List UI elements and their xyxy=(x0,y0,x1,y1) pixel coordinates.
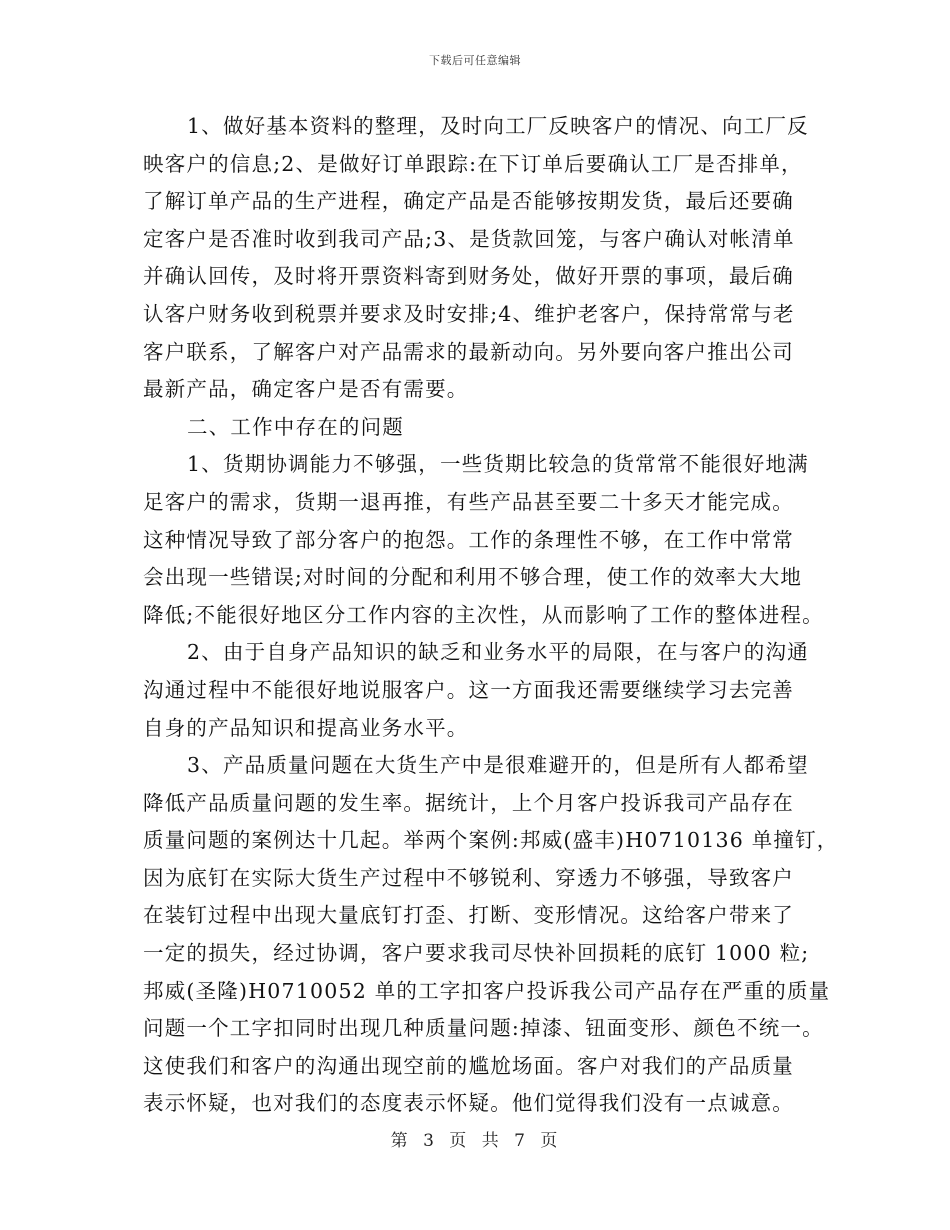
section-heading: 二、工作中存在的问题 xyxy=(187,414,404,439)
paragraph-line: 3、产品质量问题在大货生产中是很难避开的，但是所有人都希望 xyxy=(187,753,809,778)
paragraph-line: 因为底钉在实际大货生产过程中不够锐利、穿透力不够强，导致客户 xyxy=(143,865,794,890)
paragraph-line: 在装钉过程中出现大量底钉打歪、打断、变形情况。这给客户带来了 xyxy=(143,903,794,928)
paragraph-line: 1、货期协调能力不够强，一些货期比较急的货常常不能很好地满 xyxy=(187,452,809,477)
paragraph-line: 这种情况导致了部分客户的抱怨。工作的条理性不够，在工作中常常 xyxy=(143,527,794,552)
paragraph-line: 邦威(圣隆)H0710052 单的工字扣客户投诉我公司产品存在严重的质量 xyxy=(143,978,831,1003)
paragraph-line: 降低;不能很好地区分工作内容的主次性，从而影响了工作的整体进程。 xyxy=(143,602,824,627)
paragraph-line: 了解订单产品的生产进程，确定产品是否能够按期发货，最后还要确 xyxy=(143,189,794,214)
paragraph-line: 足客户的需求，货期一退再推，有些产品甚至要二十多天才能完成。 xyxy=(143,489,794,514)
paragraph-line: 定客户是否准时收到我司产品;3、是货款回笼，与客户确认对帐清单 xyxy=(143,226,795,251)
paragraph-line: 沟通过程中不能很好地说服客户。这一方面我还需要继续学习去完善 xyxy=(143,677,794,702)
paragraph-line: 并确认回传，及时将开票资料寄到财务处，做好开票的事项，最后确 xyxy=(143,264,794,289)
paragraph-line: 这使我们和客户的沟通出现空前的尴尬场面。客户对我们的产品质量 xyxy=(143,1053,794,1078)
paragraph-line: 会出现一些错误;对时间的分配和利用不够合理，使工作的效率大大地 xyxy=(143,565,803,590)
paragraph-line: 最新产品，确定客户是否有需要。 xyxy=(143,377,469,402)
paragraph-line: 认客户财务收到税票并要求及时安排;4、维护老客户，保持常常与老 xyxy=(143,301,795,326)
paragraph-line: 问题一个工字扣同时出现几种质量问题:掉漆、钮面变形、颜色不统一。 xyxy=(143,1016,824,1041)
page-header: 下载后可任意编辑 xyxy=(429,54,521,67)
paragraph-line: 一定的损失，经过协调，客户要求我司尽快补回损耗的底钉 1000 粒; xyxy=(143,941,810,966)
page-number-footer: 第 3 页 共 7 页 xyxy=(390,1131,560,1151)
paragraph-line: 1、做好基本资料的整理，及时向工厂反映客户的情况、向工厂反 xyxy=(187,114,809,138)
paragraph-line: 映客户的信息;2、是做好订单跟踪:在下订单后要确认工厂是否排单， xyxy=(143,151,803,176)
paragraph-line: 质量问题的案例达十几起。举两个案例:邦威(盛丰)H0710136 单撞钉， xyxy=(143,828,839,853)
paragraph-line: 客户联系，了解客户对产品需求的最新动向。另外要向客户推出公司 xyxy=(143,339,794,364)
paragraph-line: 降低产品质量问题的发生率。据统计，上个月客户投诉我司产品存在 xyxy=(143,790,794,815)
body-text xyxy=(143,108,839,1123)
paragraph-line: 自身的产品知识和提高业务水平。 xyxy=(143,715,469,740)
paragraph-line: 2、由于自身产品知识的缺乏和业务水平的局限，在与客户的沟通 xyxy=(187,640,809,665)
paragraph-line: 表示怀疑，也对我们的态度表示怀疑。他们觉得我们没有一点诚意。 xyxy=(143,1091,794,1116)
